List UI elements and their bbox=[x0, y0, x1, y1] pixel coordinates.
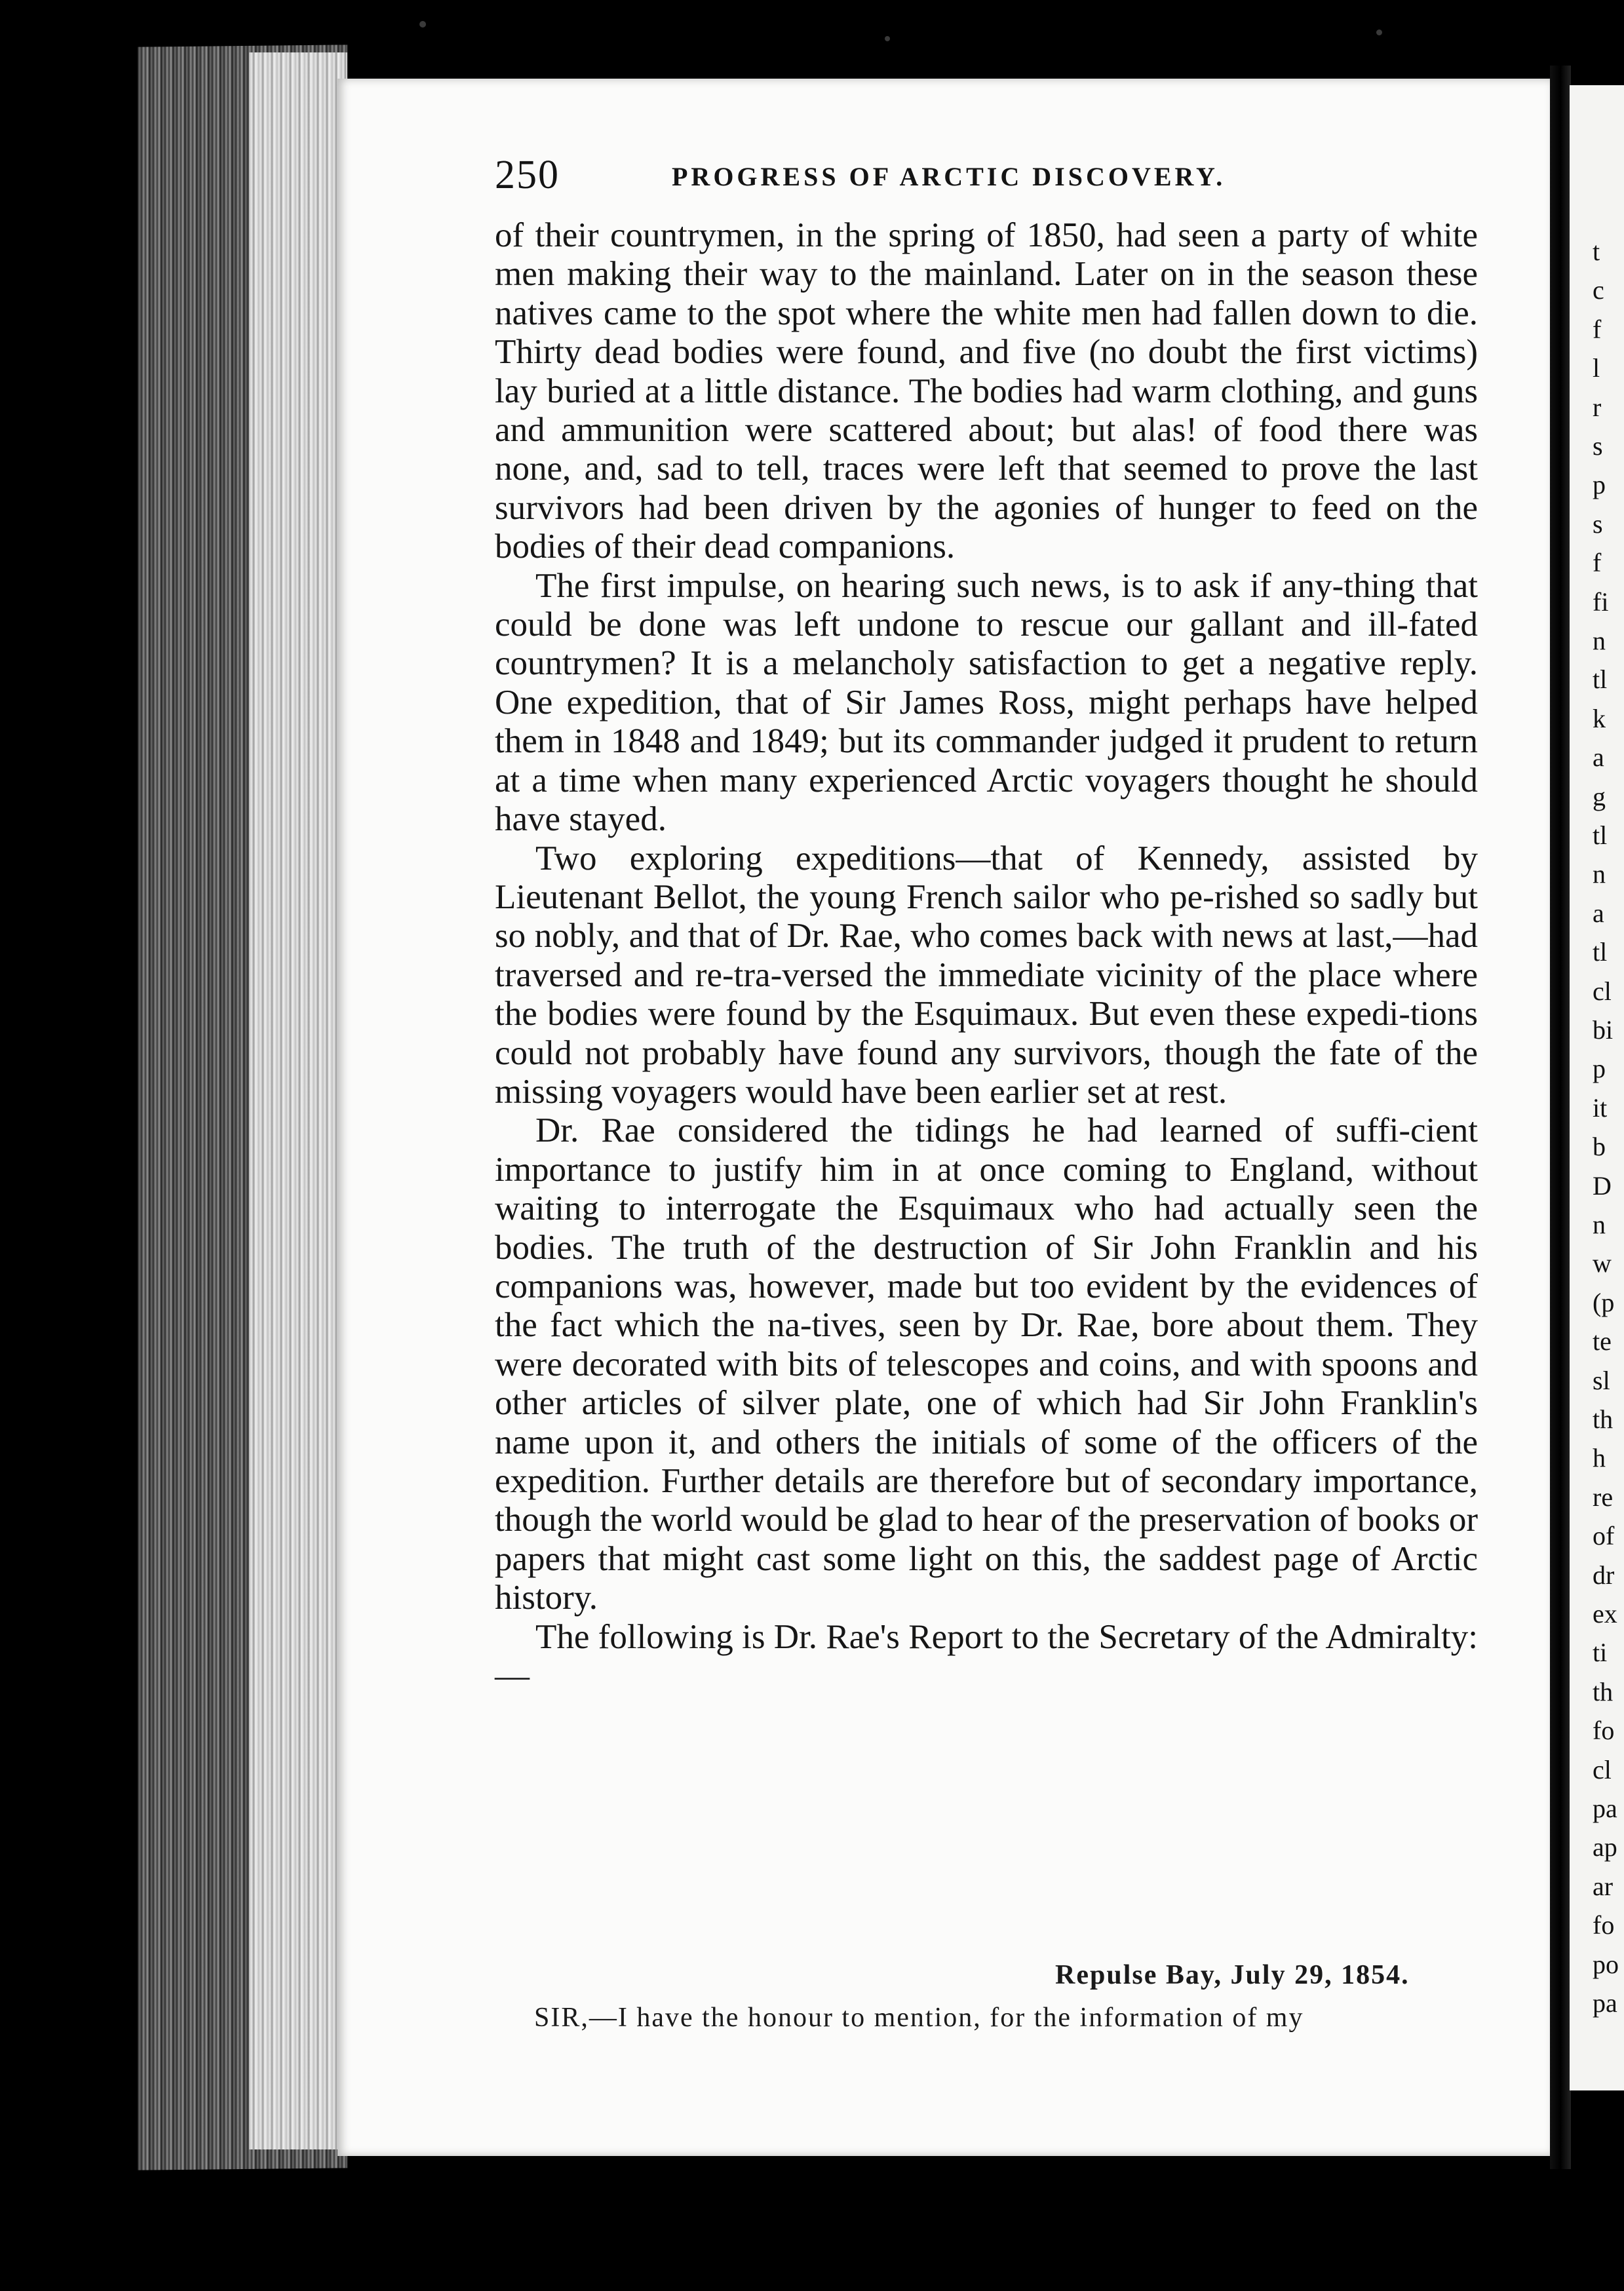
facing-page-fragment: th bbox=[1593, 1404, 1614, 1434]
scan-speck bbox=[419, 21, 426, 28]
letter-dateline: Repulse Bay, July 29, 1854. bbox=[1055, 1960, 1410, 1990]
facing-page-fragment: g bbox=[1593, 781, 1606, 811]
facing-page-fragment: cl bbox=[1593, 976, 1612, 1006]
facing-page-fragment: po bbox=[1593, 1949, 1619, 1979]
facing-page-fragment: (p bbox=[1593, 1287, 1615, 1317]
facing-page-fragment: t bbox=[1593, 237, 1600, 266]
facing-page-fragment: fo bbox=[1593, 1910, 1615, 1940]
facing-page-fragment: th bbox=[1593, 1676, 1614, 1706]
facing-page-fragment: p bbox=[1593, 1054, 1606, 1084]
paragraph: of their countrymen, in the spring of 1850, had seen a party of white men making their way to the mainland. Later on in the season these natives came to the spot where the white men had fallen down to die. Thirty dead bodies were found, and five (no doubt the first victims) lay buried at a little distance. The bodies had warm clothing, and guns and ammunition were scattered about; but alas! of food there was none, and, sad to tell, traces were left that seemed to prove the last survivors had been driven by the agonies of hunger to feed on the bodies of their dead companions. bbox=[495, 216, 1478, 566]
facing-page-fragment: dr bbox=[1593, 1560, 1615, 1590]
paragraph: Two exploring expeditions—that of Kennedy, assisted by Lieutenant Bellot, the young French sailor who pe-rished so sadly but so nobly, and that of Dr. Rae, who comes back with news at last,—had traversed and re-tra-versed the immediate vicinity of the place where the bodies were found by the Esquimaux. But even these expedi-tions could not probably have found any survivors, though the fate of the missing voyagers would have been earlier set at rest. bbox=[495, 839, 1478, 1111]
facing-page-fragment: it bbox=[1593, 1092, 1608, 1123]
page-number: 250 bbox=[495, 153, 560, 197]
facing-page-fragment: re bbox=[1593, 1482, 1614, 1512]
scan-speck bbox=[1376, 29, 1382, 35]
facing-page-fragment: b bbox=[1593, 1132, 1606, 1162]
facing-page-fragment: r bbox=[1593, 392, 1602, 422]
facing-page-fragment: n bbox=[1593, 859, 1606, 889]
paragraph: Dr. Rae considered the tidings he had learned of suffi-cient importance to justify him in at once coming to England, without waiting to interrogate the Esquimaux who had actually seen the bodies. The truth of the destruction of Sir John Franklin and his companions was, however, made but too evident by the evidences of the fact which the na-tives, seen by Dr. Rae, bore about them. They were decorated with bits of telescopes and coins, and with spoons and other articles of silver plate, one of which had Sir John Franklin's name upon it, and others the initials of some of the officers of the expedition. Further details are therefore but of secondary importance, though the world would be glad to hear of the preservation of books or papers that might cast some light on this, the saddest page of Arctic history. bbox=[495, 1111, 1478, 1617]
facing-page-fragment: a bbox=[1593, 742, 1604, 773]
facing-page-fragment: p bbox=[1593, 470, 1606, 500]
facing-page-fragment: k bbox=[1593, 703, 1606, 733]
facing-page-fragment: f bbox=[1593, 548, 1602, 578]
scan-speck bbox=[885, 36, 890, 41]
facing-page-fragment: a bbox=[1593, 898, 1604, 928]
page-header bbox=[495, 152, 1484, 198]
facing-page-edge bbox=[1570, 85, 1624, 2090]
facing-page-fragment: pa bbox=[1593, 1794, 1617, 1823]
running-head: PROGRESS OF ARCTIC DISCOVERY. bbox=[672, 162, 1226, 191]
facing-page-fragment: tl bbox=[1593, 664, 1608, 695]
facing-page-fragment: sl bbox=[1593, 1365, 1610, 1395]
facing-page-fragment: c bbox=[1593, 275, 1604, 305]
facing-page-fragment: ap bbox=[1593, 1832, 1617, 1862]
facing-page-fragment: tl bbox=[1593, 820, 1608, 850]
book-page-edges-light bbox=[249, 52, 347, 2149]
facing-page-fragment: ti bbox=[1593, 1638, 1608, 1668]
facing-page-fragment: ar bbox=[1593, 1871, 1614, 1901]
facing-page-fragment: h bbox=[1593, 1443, 1606, 1473]
facing-page-fragment: n bbox=[1593, 1210, 1606, 1239]
facing-page-fragment: D bbox=[1593, 1170, 1612, 1201]
facing-page-fragment: of bbox=[1593, 1521, 1615, 1551]
facing-page-fragment: w bbox=[1593, 1248, 1612, 1279]
facing-page-fragment: l bbox=[1593, 353, 1600, 383]
facing-page-fragment: ex bbox=[1593, 1599, 1617, 1628]
facing-page-fragment: tl bbox=[1593, 937, 1608, 967]
facing-page-fragment: n bbox=[1593, 626, 1606, 655]
facing-page-fragment: s bbox=[1593, 509, 1603, 539]
facing-page-fragment: te bbox=[1593, 1326, 1612, 1357]
facing-page-fragment: fi bbox=[1593, 587, 1609, 617]
letter-salutation: SIR,—I have the honour to mention, for the information of my bbox=[534, 2003, 1304, 2033]
facing-page-fragment: pa bbox=[1593, 1988, 1617, 2018]
facing-page-fragment: cl bbox=[1593, 1754, 1612, 1784]
book-gutter bbox=[1550, 66, 1571, 2169]
facing-page-fragment: bi bbox=[1593, 1015, 1614, 1045]
facing-page-fragment: s bbox=[1593, 431, 1603, 461]
paragraph: The first impulse, on hearing such news, is to ask if any-thing that could be done was left undone to rescue our gallant and ill-fated countrymen? It is a melancholy satisfaction to get a negative reply. One expedition, that of Sir James Ross, might perhaps have helped them in 1848 and 1849; but its commander judged it prudent to return at a time when many experienced Arctic voyagers thought he should have stayed. bbox=[495, 566, 1478, 839]
facing-page-fragment: fo bbox=[1593, 1716, 1615, 1746]
facing-page-fragment: f bbox=[1593, 314, 1602, 344]
body-text bbox=[495, 216, 1478, 1695]
paragraph: The following is Dr. Rae's Report to the Secretary of the Admiralty:— bbox=[495, 1617, 1478, 1695]
